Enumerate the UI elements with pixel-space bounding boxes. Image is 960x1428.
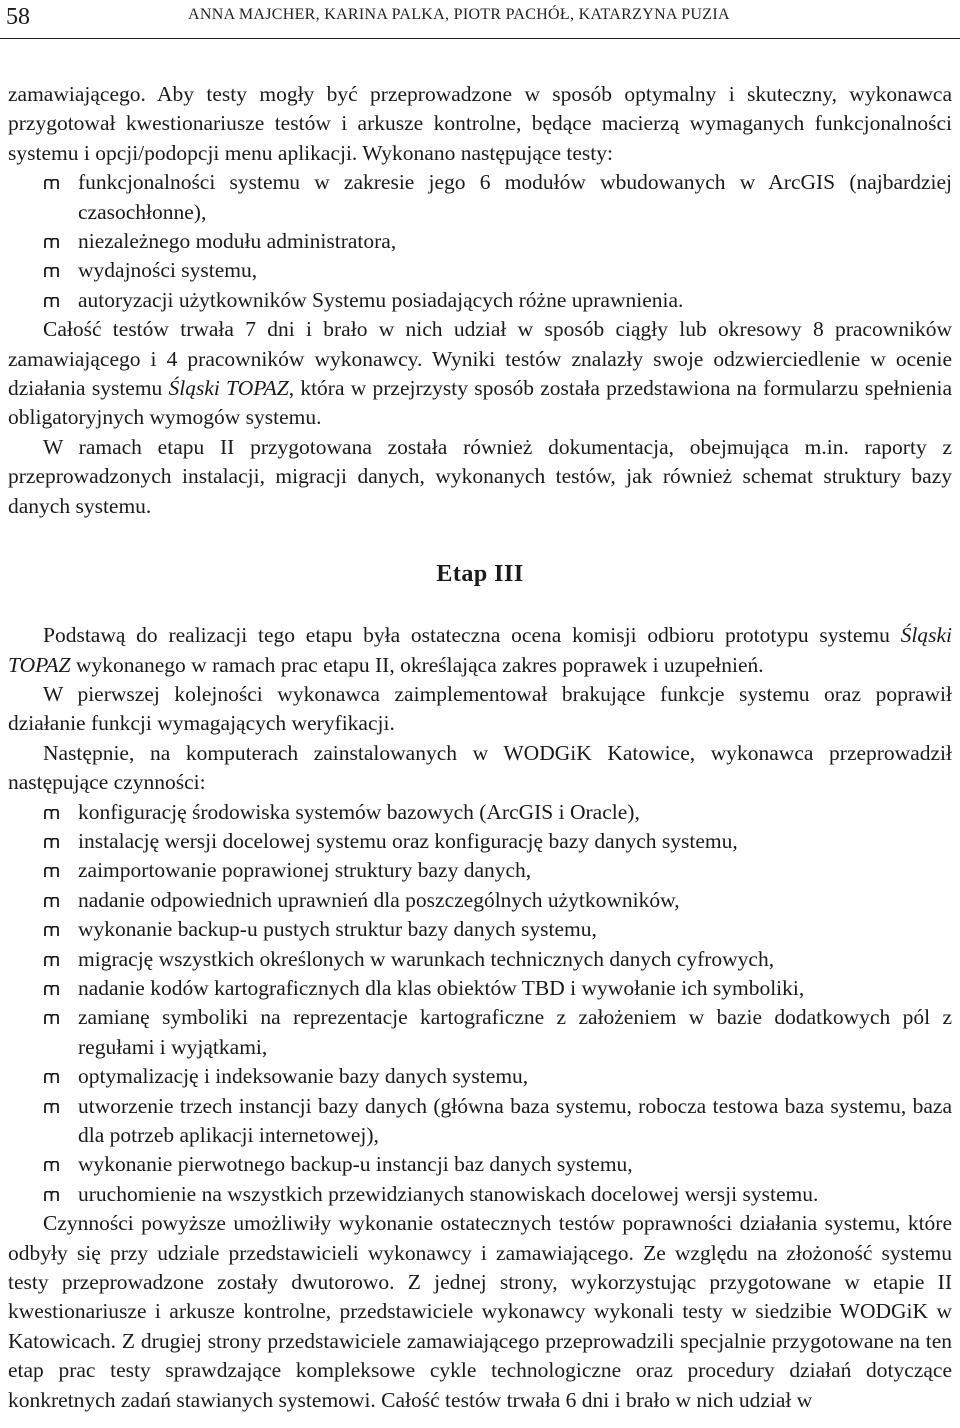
spacer — [8, 521, 952, 559]
list-item — [8, 286, 952, 315]
running-header-authors: ANNA MAJCHER, KARINA PALKA, PIOTR PACHÓŁ, KATARZYNA PUZIA — [188, 6, 730, 23]
list-item-text: niezależnego modułu administratora, — [78, 229, 397, 254]
list-item-text: zamianę symboliki na reprezentacje kartograficzne z założeniem w bazie dodatkowych pól z regułami i wyjątkami, — [78, 1005, 952, 1059]
bullet-m-icon — [44, 1103, 59, 1113]
list-item — [8, 945, 952, 974]
list-item-text: funkcjonalności systemu w zakresie jego 6 modułów wbudowanych w ArcGIS (najbardziej czasochłonne), — [78, 170, 952, 224]
list-item-text: autoryzacji użytkowników Systemu posiadających różne uprawnienia. — [78, 287, 684, 312]
final-tests-paragraph: Czynności powyższe umożliwiły wykonanie ostatecznych testów poprawności działania systemu, które odbyły się przy udziale przedstawicieli wykonawcy i zamawiającego. Ze względu na złożoność systemu testy przeprowadzone zostały dwutorowo. Z jednej strony, wykorzystując przygotowane w etapie II kwestionariusze i arkusze kontrolne, przedstawiciele wykonawcy wykonali testy w siedzibie WODGiK w Katowicach. Z drugiej strony przedstawiciele zamawiającego przeprowadzili specjalnie przygotowane na ten etap prac testy sprawdzające kompleksowe cykle technologiczne oraz procedury działań dotyczące konkretnych zadań stawianych systemowi. Całość testów trwała 6 dni i brało w nich udział w — [8, 1211, 952, 1412]
results-text-a: Całość testów trwała 7 dni i brało w nich udział w sposób ciągły lub okresowy 8 pracowników zamawiającego i 4 pracowników wykonawcy. Wyniki testów znalazły swoje odzwierciedlenie w ocenie działania systemu — [8, 317, 952, 401]
list-item-text: utworzenie trzech instancji bazy danych (główna baza systemu, robocza testowa baza systemu, baza dla potrzeb aplikacji internetowej), — [78, 1093, 952, 1147]
list-item — [8, 856, 952, 885]
list-item-text: uruchomienie na wszystkich przewidzianych stanowiskach docelowej wersji systemu. — [78, 1181, 819, 1206]
results-paragraph — [8, 315, 952, 433]
bullet-m-icon — [44, 838, 59, 848]
bullet-m-icon — [44, 238, 59, 248]
list-item — [8, 168, 952, 227]
list-item — [8, 1092, 952, 1151]
page-number: 58 — [6, 4, 30, 30]
implementation-paragraph: W pierwszej kolejności wykonawca zaimplementował brakujące funkcje systemu oraz poprawił działanie funkcji wymagających weryfikacji. — [8, 681, 952, 736]
system-name-italic: Śląski TOPAZ — [168, 376, 289, 401]
spacer — [8, 589, 952, 621]
tests-list — [8, 168, 952, 315]
system-name-italic: Śląski TOPAZ — [8, 623, 952, 677]
list-item-text: zaimportowanie poprawionej struktury bazy danych, — [78, 858, 532, 883]
documentation-paragraph: W ramach etapu II przygotowana została również dokumentacja, obejmująca m.in. raporty z przeprowadzonych instalacji, migracji danych, wykonanych testów, jak również schemat struktury bazy danych systemu. — [8, 434, 952, 518]
basis-text-b: wykonanego w ramach prac etapu II, określająca zakres poprawek i uzupełnień. — [70, 652, 764, 677]
bullet-m-icon — [44, 1014, 59, 1024]
list-item-text: migrację wszystkich określonych w warunkach technicznych danych cyfrowych, — [78, 946, 775, 971]
activities-intro-paragraph: Następnie, na komputerach zainstalowanych w WODGiK Katowice, wykonawca przeprowadził następujące czynności: — [8, 740, 952, 795]
list-item — [8, 974, 952, 1003]
list-item-text: wykonanie backup-u pustych struktur bazy danych systemu, — [78, 917, 597, 942]
list-item-text: nadanie kodów kartograficznych dla klas obiektów TBD i wywołanie ich symboliki, — [78, 975, 805, 1000]
list-item-text: konfigurację środowiska systemów bazowych (ArcGIS i Oracle), — [78, 799, 640, 824]
list-item — [8, 256, 952, 285]
results-text-b: , która w przejrzysty sposób została przedstawiona na formularzu spełnienia obligatoryjnych wymogów systemu. — [8, 376, 953, 430]
list-item — [8, 1150, 952, 1179]
list-item-text: wykonanie pierwotnego backup-u instancji baz danych systemu, — [78, 1152, 633, 1177]
intro-paragraph: zamawiającego. Aby testy mogły być przeprowadzone w sposób optymalny i skuteczny, wykonawca przygotował kwestionariusze testów i arkusze kontrolne, będące macierzą wymaganych funkcjonalności systemu i opcji/podopcji menu aplikacji. Wykonano następujące testy: — [8, 82, 952, 165]
bullet-m-icon — [44, 1191, 59, 1201]
document-body — [8, 80, 952, 1415]
list-item — [8, 886, 952, 915]
running-header — [0, 0, 960, 39]
bullet-m-icon — [44, 1161, 59, 1171]
bullet-m-icon — [44, 267, 59, 277]
list-item-text: instalację wersji docelowej systemu oraz konfigurację bazy danych systemu, — [78, 828, 738, 853]
list-item — [8, 915, 952, 944]
bullet-m-icon — [44, 985, 59, 995]
bullet-m-icon — [44, 926, 59, 936]
list-item-text: optymalizację i indeksowanie bazy danych systemu, — [78, 1064, 529, 1089]
bullet-m-icon — [44, 867, 59, 877]
list-item — [8, 1180, 952, 1209]
bullet-m-icon — [44, 809, 59, 819]
list-item-text: wydajności systemu, — [78, 258, 258, 283]
basis-paragraph — [8, 621, 952, 680]
list-item — [8, 798, 952, 827]
bullet-m-icon — [44, 1073, 59, 1083]
list-item — [8, 227, 952, 256]
bullet-m-icon — [44, 956, 59, 966]
bullet-m-icon — [44, 179, 59, 189]
activities-list — [8, 798, 952, 1210]
bullet-m-icon — [44, 897, 59, 907]
list-item — [8, 1003, 952, 1062]
bullet-m-icon — [44, 297, 59, 307]
basis-text-a: Podstawą do realizacji tego etapu była ostateczna ocena komisji odbioru prototypu systemu — [43, 623, 901, 648]
list-item — [8, 827, 952, 856]
section-title: Etap III — [436, 561, 524, 588]
list-item — [8, 1062, 952, 1091]
list-item-text: nadanie odpowiednich uprawnień dla poszczególnych użytkowników, — [78, 887, 680, 912]
